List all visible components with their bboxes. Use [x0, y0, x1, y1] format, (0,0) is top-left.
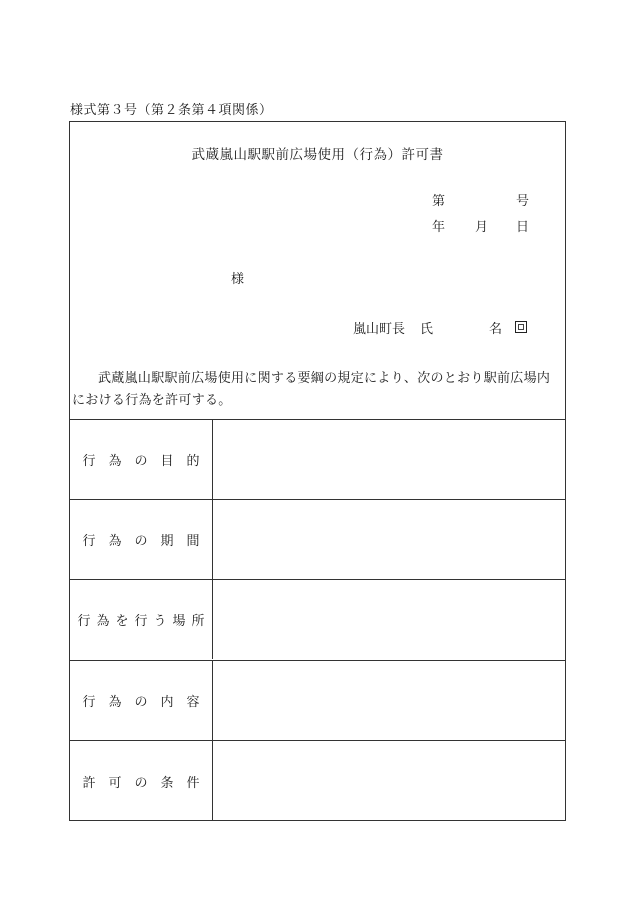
document-title: 武蔵嵐山駅駅前広場使用（行為）許可書: [191, 147, 444, 163]
date-year: 年: [432, 220, 446, 235]
issuer-name-label-1: 氏: [420, 322, 434, 337]
row-value: [213, 741, 565, 821]
row-value: [213, 500, 565, 579]
row-label: 行為の内容: [70, 661, 213, 740]
issuer-name-label-2: 名: [489, 322, 503, 337]
row-label: 許可の条件: [70, 741, 213, 821]
row-value: [213, 580, 565, 659]
form-number-label: 様式第３号（第２条第４項関係）: [70, 103, 273, 118]
row-value: [213, 661, 565, 740]
permit-number-suffix: 号: [516, 194, 530, 209]
permit-number-prefix: 第: [432, 194, 446, 209]
row-label: 行為を行う場所: [70, 580, 213, 659]
table-row: [70, 660, 565, 740]
row-label: 行為の目的: [70, 420, 213, 499]
addressee-honorific: 様: [231, 272, 245, 287]
table-row: [70, 740, 565, 821]
seal-icon: [515, 321, 527, 333]
permit-statement: 武蔵嵐山駅駅前広場使用に関する要綱の規定により、次のとおり駅前広場内における行為を許可する。: [72, 371, 551, 408]
date-month: 月: [475, 220, 489, 235]
row-value: [213, 420, 565, 499]
issuer-title: 嵐山町長: [353, 322, 406, 337]
permit-details-table: [70, 419, 565, 821]
table-row: [70, 499, 565, 579]
permit-form: [69, 121, 566, 821]
date-day: 日: [516, 220, 530, 235]
table-row: [70, 579, 565, 659]
row-label: 行為の期間: [70, 500, 213, 579]
table-row: [70, 419, 565, 499]
